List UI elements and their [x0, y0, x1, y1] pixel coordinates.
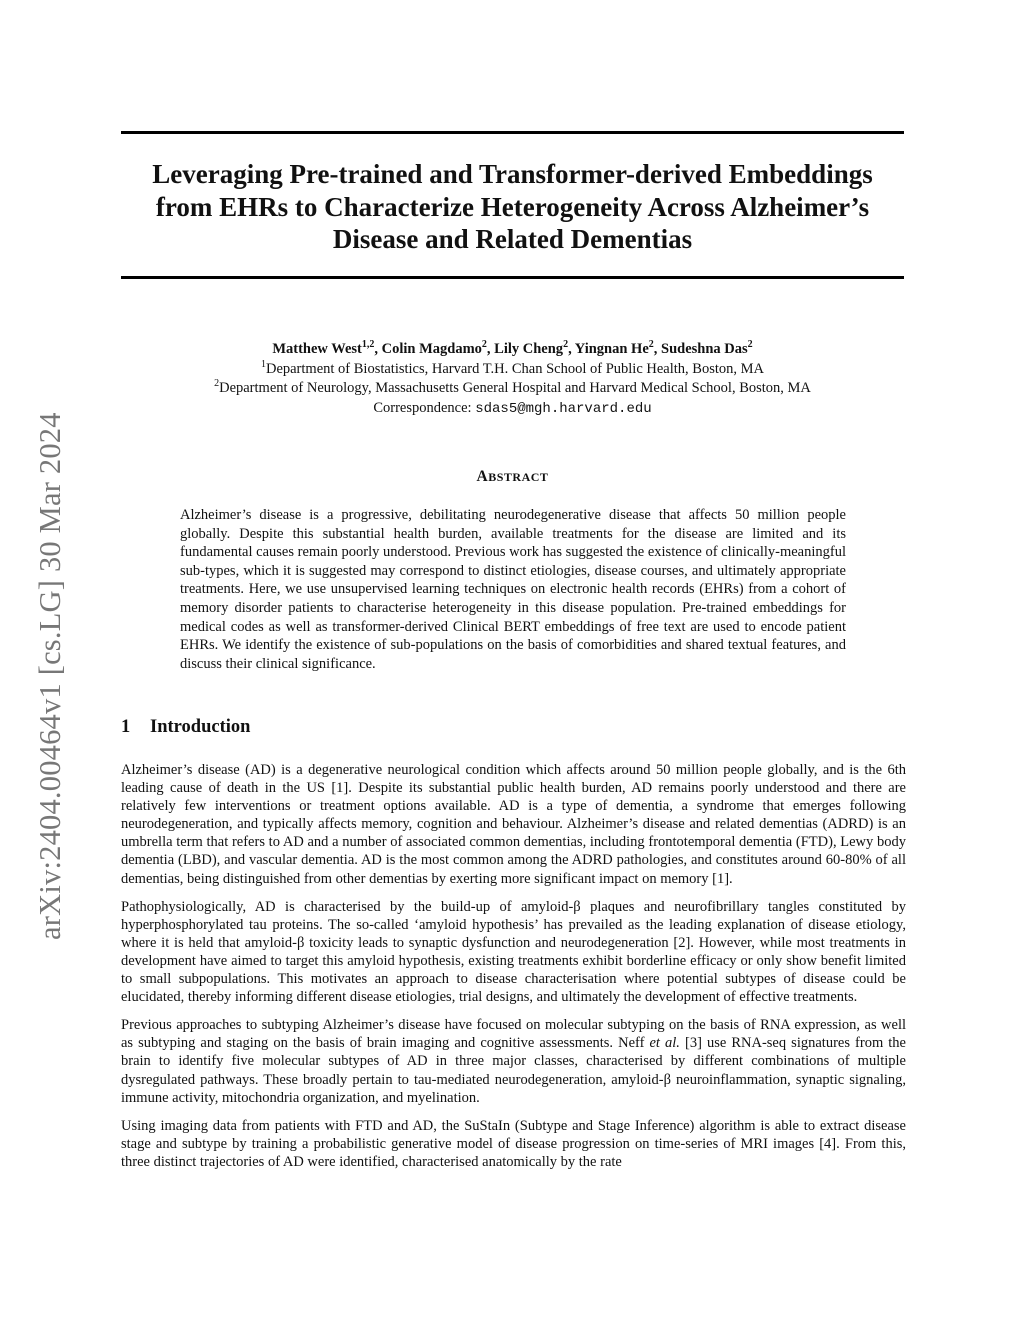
title-top-rule	[121, 131, 904, 134]
paragraph-text: Previous approaches to subtyping Alzheimer’s disease have focused on molecular subtyping on the basis of RNA expression, as well as subtyping and staging on the basis of brain imaging and cognitive assessments. Neff	[121, 1017, 906, 1052]
author-affil-mark: 2	[481, 339, 487, 351]
affiliation-2	[110, 379, 915, 399]
arxiv-sidebar-stamp: arXiv:2404.00464v1 [cs.LG] 30 Mar 2024	[33, 412, 67, 940]
abstract-body	[180, 506, 846, 673]
author-affil-mark: 1,2	[361, 339, 375, 351]
author-affil-mark: 2	[747, 339, 753, 351]
paragraph-text: [3] use RNA-seq signatures from the brain to identify five molecular subtypes of AD in three major classes, characterised by different combinations of multiple dysregulated pathways. These broadly pertain to tau-mediated neurodegeneration, amyloid-β neuroinflammation, synaptic signaling, immune activity, mitochondria organization, and myelination.	[121, 1035, 906, 1106]
affiliation-text: Department of Biostatistics, Harvard T.H. Chan School of Public Health, Boston, MA	[265, 360, 765, 377]
affiliation-1	[110, 360, 915, 380]
title-line: Disease and Related Dementias	[332, 224, 693, 254]
title-bottom-rule	[121, 276, 904, 279]
author-block	[110, 340, 915, 419]
paper-title	[110, 158, 915, 256]
intro-paragraph-3	[121, 1016, 906, 1106]
author-name: Sudeshna Das	[661, 341, 748, 357]
author-list: Matthew West$^{1,2}$, Colin Magdamo$^2$, Lily Cheng$^2$, Yingnan He$^2$, Sudeshna Das$^2$	[272, 339, 753, 357]
affiliation-mark: 1	[260, 358, 266, 370]
correspondence	[110, 399, 915, 420]
correspondence-email[interactable]: sdas5@mgh.harvard.edu	[475, 400, 652, 417]
section-number: 1	[121, 717, 131, 737]
title-line: from EHRs to Characterize Heterogeneity Across Alzheimer’s	[155, 191, 870, 222]
intro-paragraph-1: Alzheimer’s disease (AD) is a degenerative neurological condition which affects around 50 million people globally, and is the 6th leading cause of death in the US [1]. Despite its substantial public health burden, AD remains poorly understood and there are relatively few interventions or treatment options available. AD is a type of dementia, a syndrome that emerges following neurodegeneration, and typically affects memory, cognition and behaviour. Alzheimer’s disease and related dementias (ADRD) is an umbrella term that refers to AD and a number of associated common dementias, including frontotemporal dementia (FTD), Lewy body dementia (LBD), and vascular dementia. AD is the most common among the ADRD pathologies, and constitutes around 60-80% of all dementias, being distinguished from other dementias by exerting more significant impact on memory [1].	[121, 762, 906, 887]
section-title: Introduction	[150, 717, 251, 737]
correspondence-label: Correspondence:	[373, 399, 476, 416]
author-affil-mark: 2	[563, 339, 569, 351]
author-name: Lily Cheng	[494, 341, 564, 357]
affiliation-text: Department of Neurology, Massachusetts General Hospital and Harvard Medical School, Boston, MA	[219, 380, 811, 396]
affiliation-mark: 2	[214, 378, 220, 390]
section-heading-introduction	[121, 717, 250, 738]
author-name: Yingnan He	[574, 341, 649, 357]
introduction-body	[121, 761, 906, 1181]
abstract-heading-initial: A	[476, 468, 489, 485]
title-line: Leveraging Pre-trained and Transformer-derived Embeddings	[152, 159, 873, 189]
abstract-paragraph: Alzheimer’s disease is a progressive, debilitating neurodegenerative disease that affects 50 million people globally. Despite this substantial health burden, available treatments for the disease are limited and its fundamental causes remain poorly understood. Previous work has suggested the existence of clinically-meaningful sub-types, which it is suggested may correspond to distinct etiologies, disease courses, and ultimately appropriate treatments. Here, we use unsupervised learning techniques on electronic health records (EHRs) from a cohort of memory disorder patients to characterise heterogeneity in this disease population. Pre-trained embeddings for medical codes as well as transformer-derived Clinical BERT embeddings of free text are used to encode patient EHRs. We identify the existence of sub-populations on the basis of comorbidities and shared textual features, and discuss their clinical significance.	[180, 507, 846, 672]
paragraph-emphasis: et al.	[649, 1035, 680, 1052]
author-name: Colin Magdamo	[381, 341, 482, 357]
abstract-heading	[110, 468, 915, 486]
abstract-heading-rest: BSTRACT	[488, 470, 549, 484]
intro-paragraph-4: Using imaging data from patients with FTD and AD, the SuStaIn (Subtype and Stage Inference) algorithm is able to extract disease stage and subtype by training a probabilistic generative model of disease progression on time-series of MRI images [4]. From this, three distinct trajectories of AD were identified, characterised anatomically by the rate	[121, 1117, 906, 1170]
author-name: Matthew West	[272, 341, 362, 357]
author-affil-mark: 2	[648, 339, 654, 351]
intro-paragraph-2: Pathophysiologically, AD is characterised by the build-up of amyloid-β plaques and neurofibrillary tangles constituted by hyperphosphorylated tau proteins. The so-called ‘amyloid hypothesis’ has prevailed as the leading explanation of disease etiology, where it is held that amyloid-β toxicity leads to synaptic dysfunction and neurodegeneration [2]. However, while most treatments in development have aimed to target this amyloid hypothesis, existing treatments exhibit borderline efficacy or only show benefit limited to small subpopulations. This motivates an approach to disease characterisation where potential subtypes of disease could be elucidated, thereby informing different disease etiologies, trial designs, and ultimately the development of effective treatments.	[121, 898, 906, 1006]
